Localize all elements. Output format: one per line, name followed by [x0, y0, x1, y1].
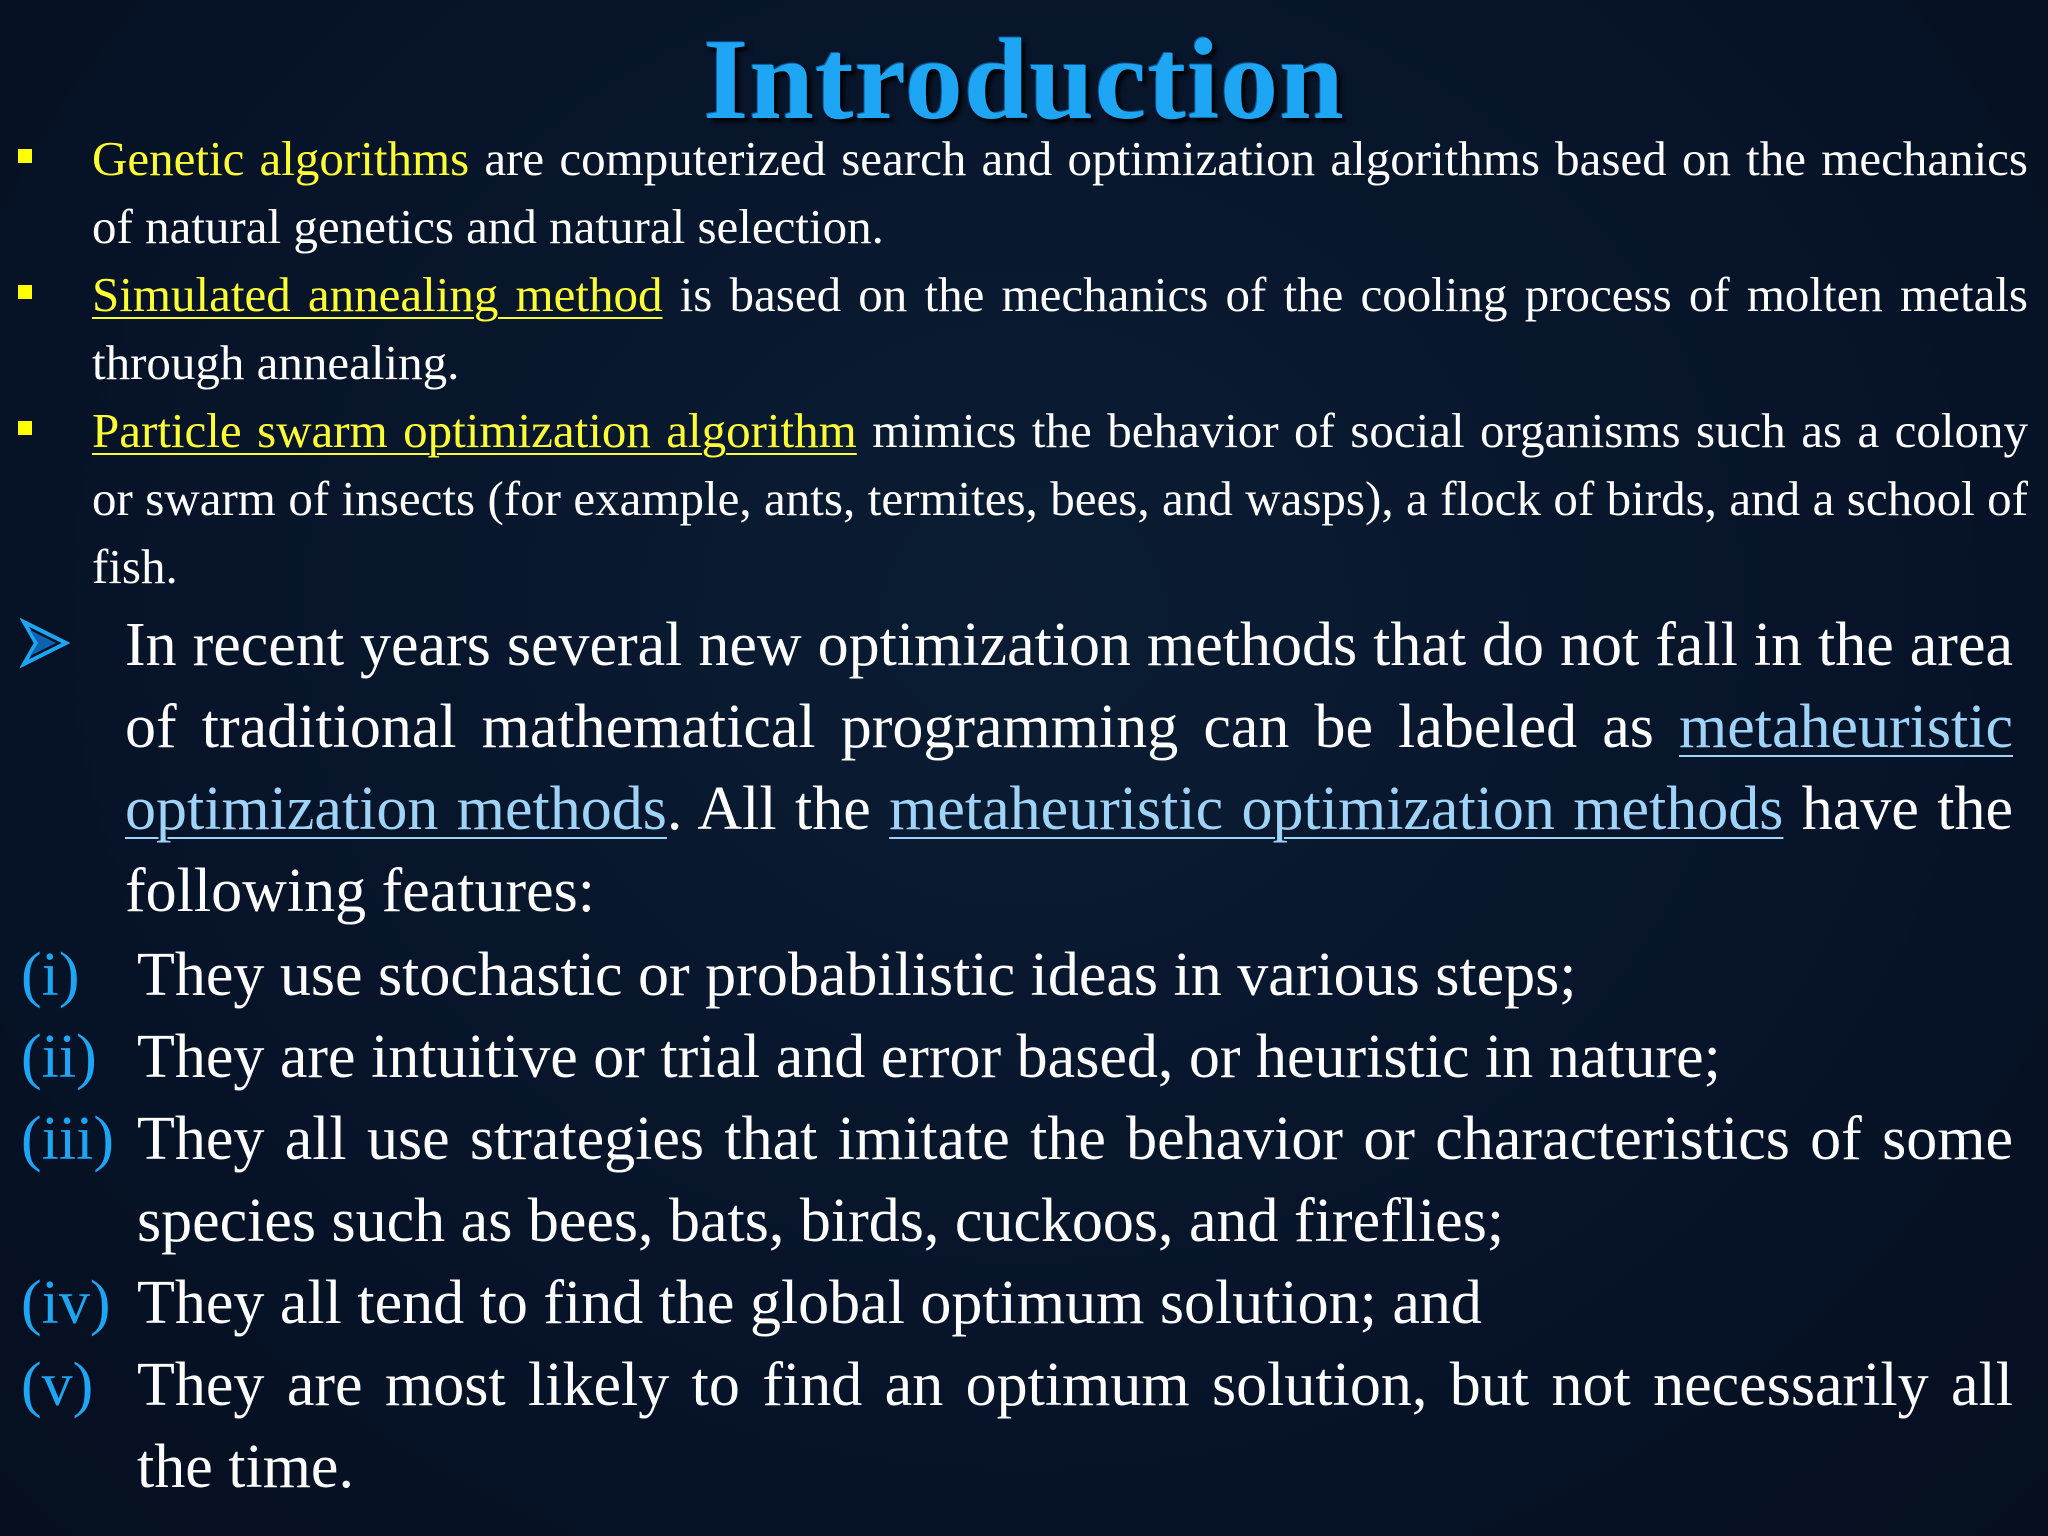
- feature-number: (iii): [21, 1105, 114, 1173]
- feature-item-ii: [21, 1016, 2013, 1098]
- square-bullet-list: [0, 125, 2048, 601]
- feature-text: They all use strategies that imitate the behavior or characteristics of some species such as bees, bats, birds, cuckoos, and fireflies;: [137, 1105, 2013, 1255]
- features-list: [0, 934, 2048, 1508]
- feature-item-v: [21, 1344, 2013, 1508]
- feature-number: (i): [21, 941, 80, 1009]
- square-bullet-icon: [18, 149, 32, 163]
- feature-text: They use stochastic or probabilistic ideas in various steps;: [137, 941, 1577, 1009]
- feature-item-i: [21, 934, 2013, 1016]
- metaheuristic-paragraph: [125, 604, 2013, 932]
- paragraph-text-1: In recent years several new optimization methods that do not fall in the area of traditional mathematical programming can be labeled as: [125, 611, 2013, 761]
- slide-title: Introduction: [703, 16, 1345, 144]
- square-bullet-icon: [18, 285, 32, 299]
- feature-item-iv: [21, 1262, 2013, 1344]
- feature-text: They are intuitive or trial and error based, or heuristic in nature;: [137, 1023, 1721, 1091]
- term-particle-swarm: Particle swarm optimization algorithm: [92, 403, 857, 458]
- bullet-particle-swarm: [92, 397, 2028, 601]
- feature-number: (iv): [21, 1269, 111, 1337]
- paragraph-text-2: . All the: [666, 775, 890, 843]
- feature-text: They all tend to find the global optimum solution; and: [137, 1269, 1482, 1337]
- metaheuristic-link-1[interactable]: metaheuristic optimization methods: [125, 693, 2013, 843]
- bullet-genetic-algorithms: [92, 125, 2028, 261]
- feature-text: They are most likely to find an optimum solution, but not necessarily all the time.: [137, 1351, 2013, 1501]
- arrowhead-bullet-icon: [20, 618, 70, 668]
- metaheuristic-paragraph-block: [0, 604, 2048, 932]
- bullet-simulated-annealing: [92, 261, 2028, 397]
- paragraph-text-3: have the following features:: [125, 775, 2013, 925]
- feature-item-iii: [21, 1098, 2013, 1262]
- bullet-text: is based on the mechanics of the cooling process of molten metals through annealing.: [92, 267, 2028, 390]
- feature-number: (ii): [21, 1023, 97, 1091]
- feature-number: (v): [21, 1351, 94, 1419]
- term-simulated-annealing: Simulated annealing method: [92, 267, 663, 322]
- bullet-text: are computerized search and optimization algorithms based on the mechanics of natural genetics and natural selection.: [92, 131, 2028, 254]
- bullet-text: mimics the behavior of social organisms such as a colony or swarm of insects (for example, ants, termites, bees, and wasps), a flock of birds, and a school of fish.: [92, 403, 2029, 594]
- square-bullet-icon: [18, 421, 32, 435]
- metaheuristic-link-2[interactable]: metaheuristic optimization methods: [889, 775, 1784, 843]
- term-genetic-algorithms: Genetic algorithms: [92, 131, 470, 186]
